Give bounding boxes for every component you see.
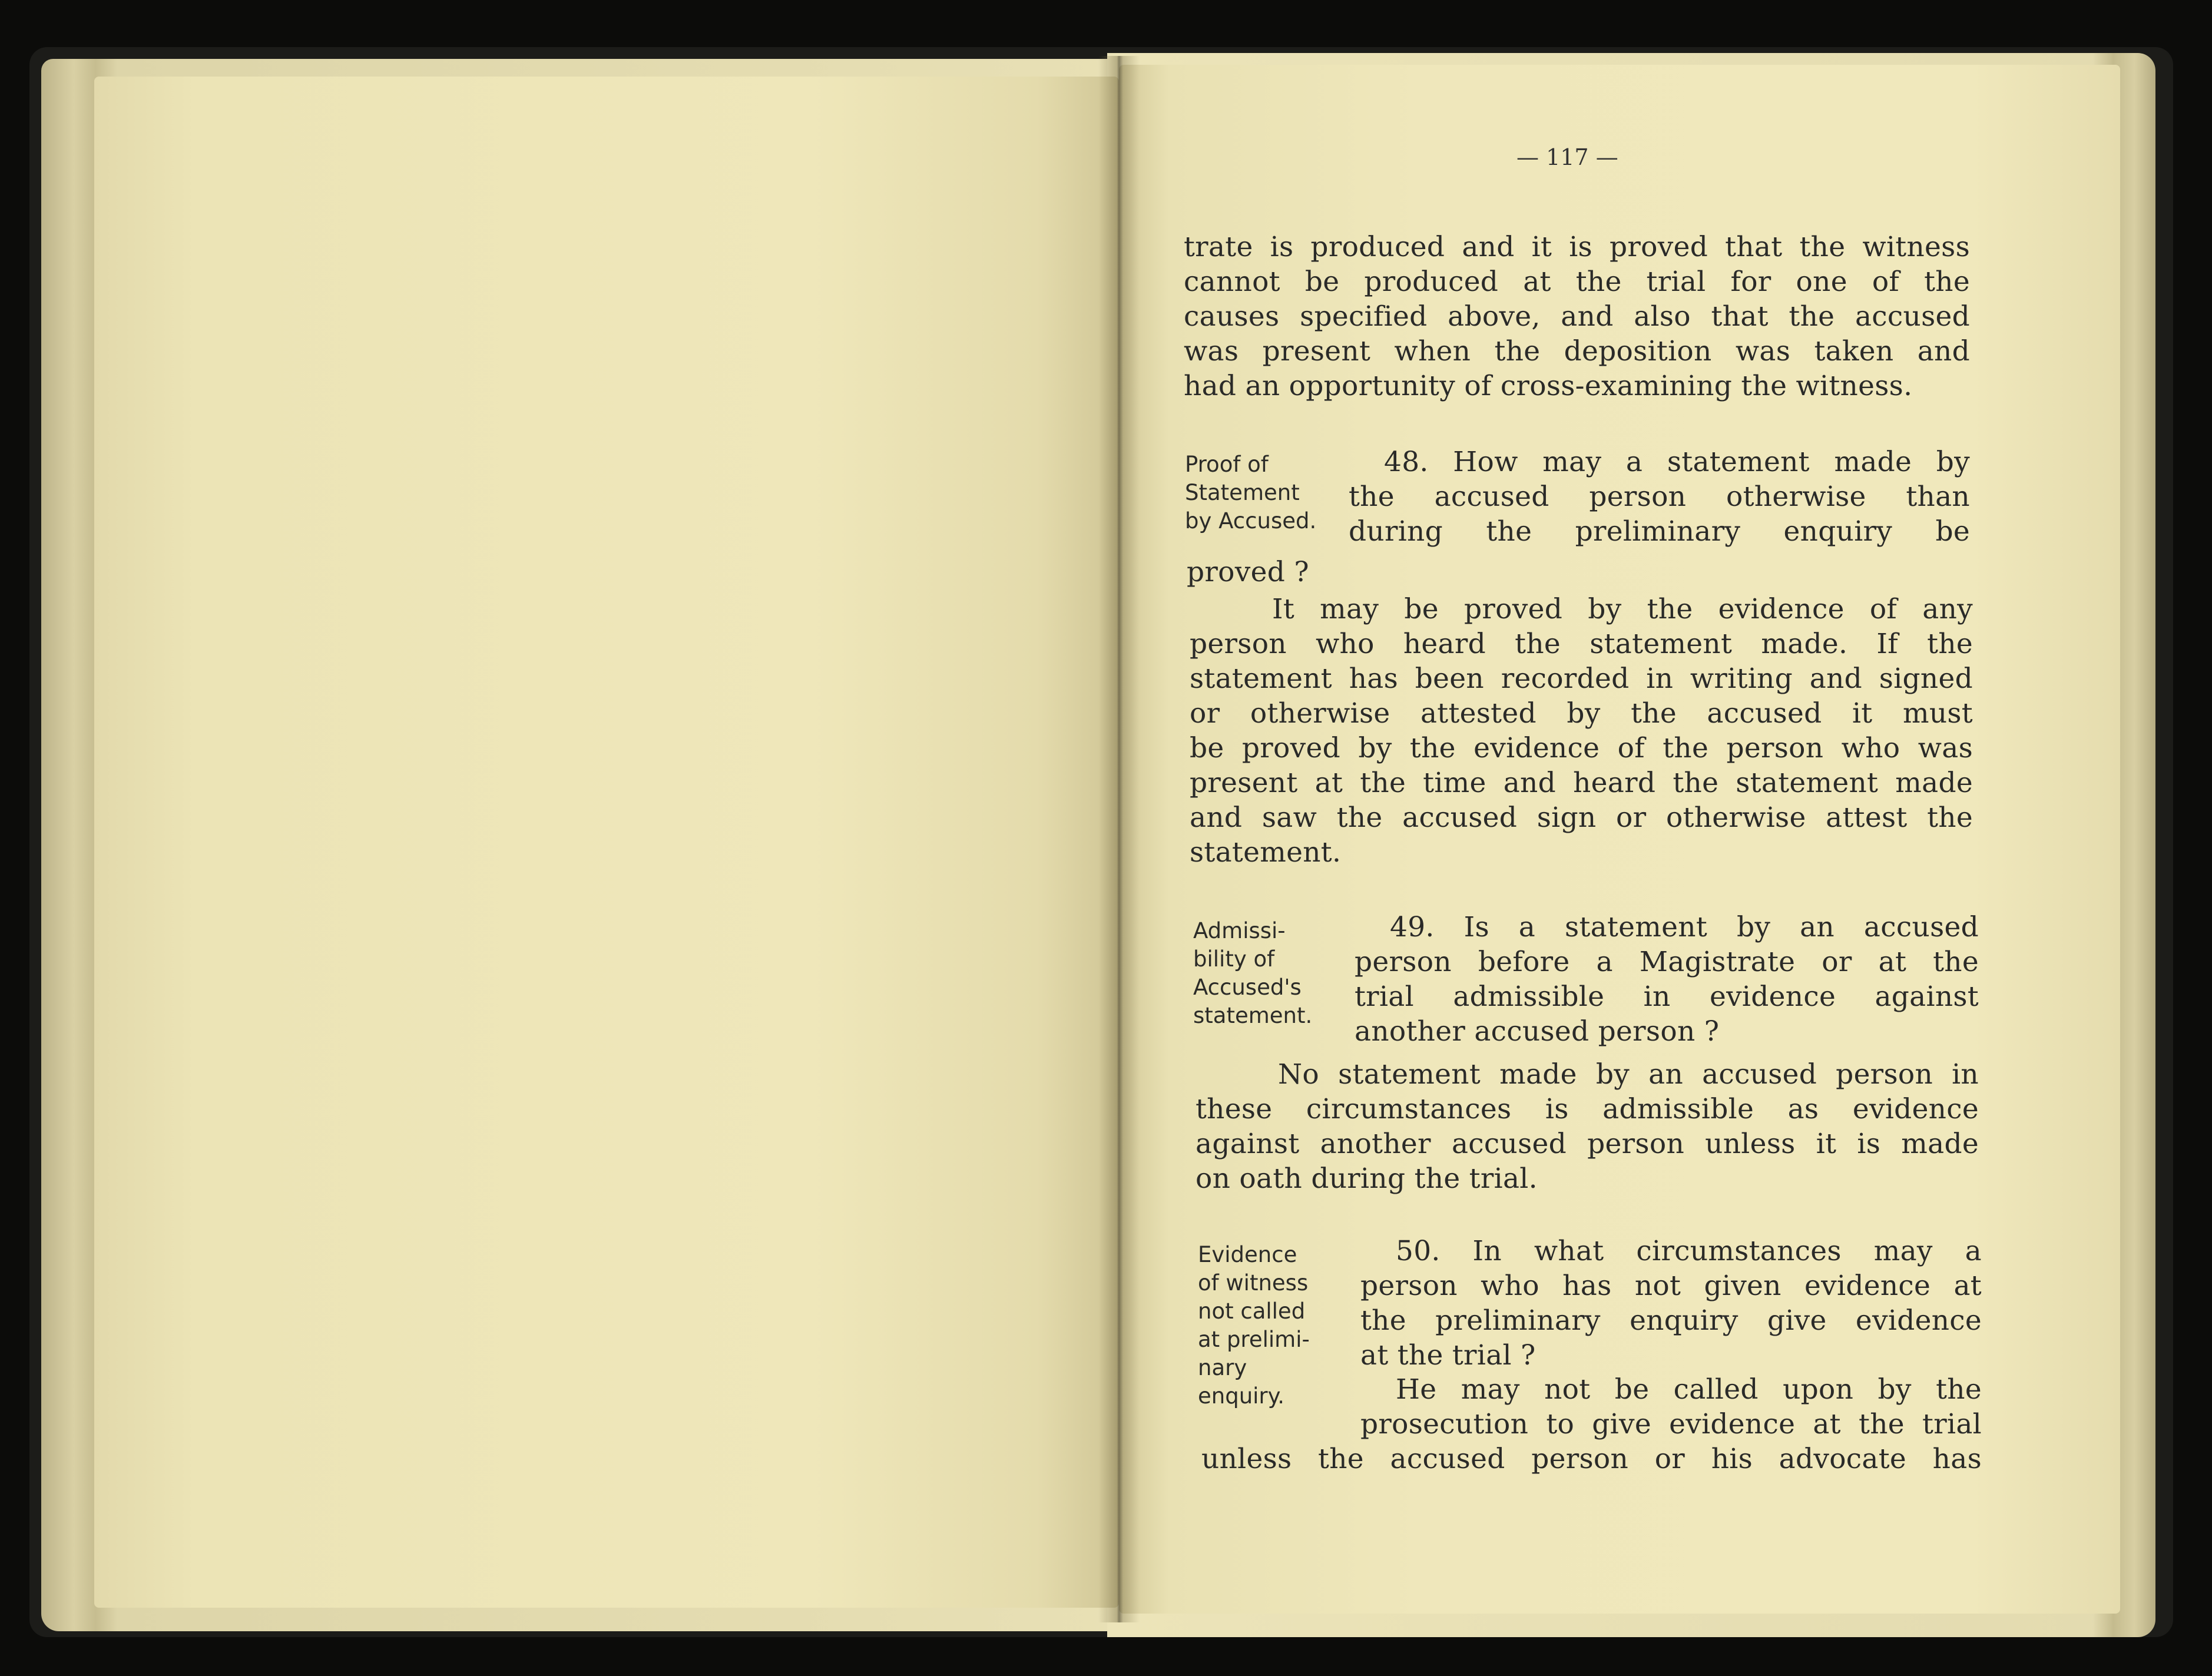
text-line: No statement made by an accused person in [1278, 1058, 1979, 1091]
answer-50-continued [1201, 1442, 1982, 1476]
text-line: or otherwise attested by the accused it must [1190, 697, 1973, 730]
text-line: the accused person otherwise than [1349, 481, 1970, 513]
text-line: another accused person ? [1355, 1015, 1720, 1048]
side-note-50: Evidence of witness not called at prelimi- nary enquiry. [1198, 1242, 1310, 1409]
text-line: 48. How may a statement made by [1384, 446, 1970, 478]
text-line: unless the accused person or his advocate has [1201, 1443, 1982, 1475]
question-48-tail: proved ? [1187, 556, 1309, 588]
text-line: trate is produced and it is proved that the witness [1184, 231, 1970, 263]
text-line: against another accused person unless it is made [1196, 1128, 1979, 1160]
text-line: was present when the deposition was taken and [1184, 335, 1970, 367]
opening-paragraph [1184, 230, 1970, 403]
text-line: the preliminary enquiry give evidence [1360, 1304, 1982, 1337]
answer-50 [1360, 1372, 1982, 1442]
text-line: on oath during the trial. [1196, 1162, 1538, 1195]
book-gutter [1098, 56, 1140, 1622]
text-line: 49. Is a statement by an accused [1390, 911, 1979, 943]
text-line: these circumstances is admissible as evidence [1196, 1093, 1979, 1125]
text-line: at the trial ? [1360, 1339, 1536, 1372]
text-line: prosecution to give evidence at the trial [1360, 1408, 1982, 1440]
text-line: person before a Magistrate or at the [1355, 946, 1979, 978]
text-line: person who has not given evidence at [1360, 1270, 1982, 1302]
text-line: He may not be called upon by the [1396, 1373, 1982, 1406]
text-line: be proved by the evidence of the person who was [1190, 732, 1973, 764]
text-line: present at the time and heard the statement made [1190, 767, 1973, 799]
side-note-48: Proof of Statement by Accused. [1185, 452, 1317, 534]
text-line: during the preliminary enquiry be [1349, 515, 1970, 548]
text-line: statement. [1190, 836, 1342, 869]
text-line: person who heard the statement made. If the [1190, 628, 1973, 660]
question-50 [1360, 1234, 1982, 1373]
text-line: 50. In what circumstances may a [1396, 1235, 1982, 1267]
text-line: statement has been recorded in writing and signed [1190, 663, 1973, 695]
question-49 [1355, 910, 1979, 1049]
side-note-49: Admissi- bility of Accused's statement. [1193, 918, 1313, 1028]
text-line: cannot be produced at the trial for one of the [1184, 266, 1970, 298]
question-48 [1349, 445, 1970, 549]
answer-49 [1196, 1057, 1979, 1196]
text-line: and saw the accused sign or otherwise attest the [1190, 801, 1973, 834]
page-number: — 117 — [1516, 144, 1618, 170]
answer-48 [1190, 592, 1973, 870]
left-page-show-through [236, 130, 1060, 1543]
text-line: It may be proved by the evidence of any [1272, 593, 1973, 625]
text-line: had an opportunity of cross-examining the witness. [1184, 370, 1913, 402]
text-line: trial admissible in evidence against [1355, 981, 1979, 1013]
text-line: causes specified above, and also that the accused [1184, 300, 1970, 333]
